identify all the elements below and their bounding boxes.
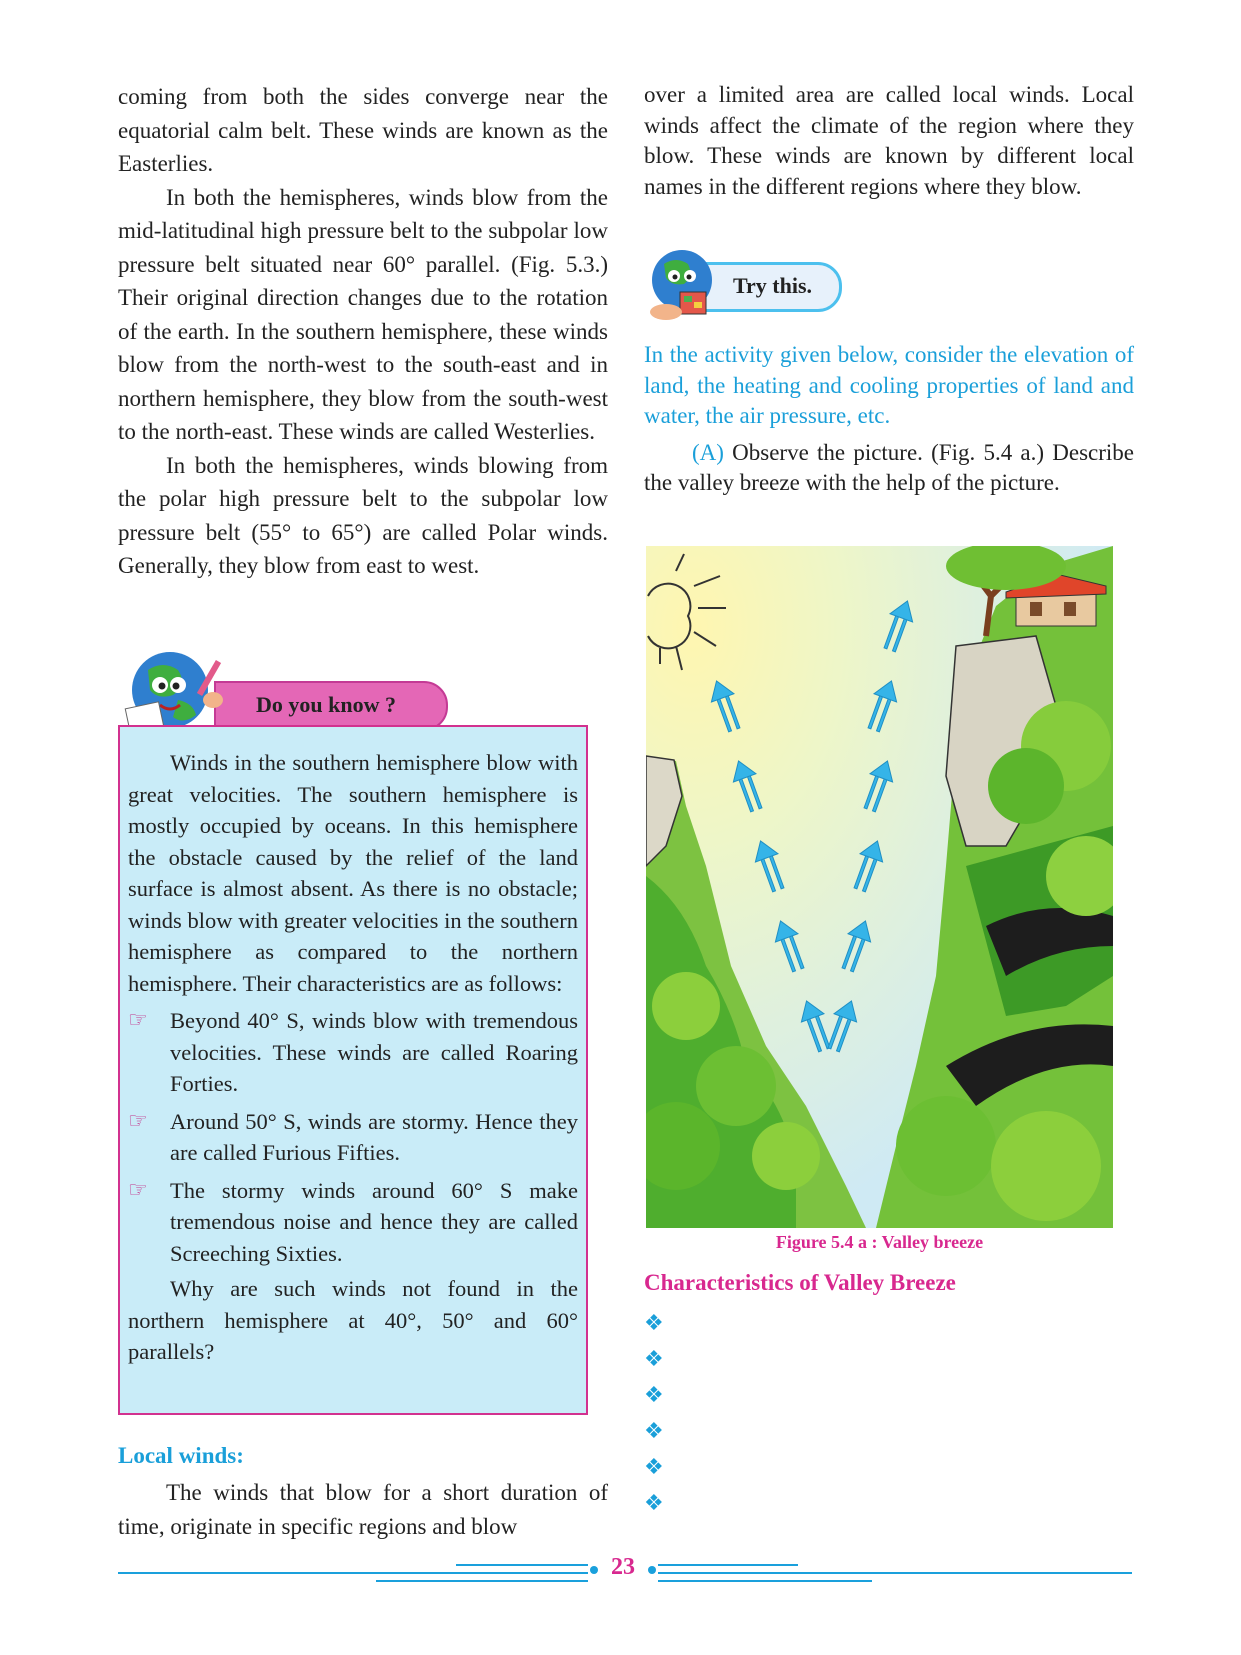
paragraph-local-winds-continued: over a limited area are called local winds. Local winds affect the climate of the region where they blow. These winds are known by different local names in the different regions where they blow.	[644, 82, 1134, 199]
footer-divider	[118, 1572, 588, 1574]
characteristics-section	[644, 1270, 1134, 1522]
diamond-bullet-icon: ❖	[644, 1383, 664, 1408]
paragraph-polar-winds: In both the hemispheres, winds blowing from the polar high pressure belt to the subpolar low pressure belt (55° to 65°) are called Polar winds. Generally, they blow from east to west.	[118, 452, 608, 578]
left-column	[118, 80, 608, 583]
valley-breeze-illustration	[646, 546, 1113, 1228]
page-number: 23	[611, 1554, 635, 1580]
activity-section	[644, 340, 1134, 499]
footer-divider	[658, 1564, 798, 1566]
right-column	[644, 80, 1134, 202]
footer-divider	[658, 1580, 872, 1582]
footer-dot	[590, 1566, 598, 1574]
dyk-question: Why are such winds not found in the northern hemisphere at 40°, 50° and 60° parallels?	[128, 1276, 578, 1364]
footer-dot	[648, 1566, 656, 1574]
pointing-hand-icon: ☞	[128, 1008, 148, 1033]
dyk-bullet: ☞ Beyond 40° S, winds blow with tremendous velocities. These winds are called Roaring Forties.	[128, 1005, 578, 1100]
figure-caption: Figure 5.4 a : Valley breeze	[775, 1232, 984, 1252]
diamond-bullet-icon: ❖	[644, 1419, 664, 1444]
local-winds-section	[118, 1440, 608, 1543]
globe-mascot-icon	[644, 244, 734, 334]
diamond-bullet-icon: ❖	[644, 1347, 664, 1372]
paragraph-easterlies: coming from both the sides converge near the equatorial calm belt. These winds are known as the Easterlies.	[118, 84, 608, 176]
do-you-know-tag: Do you know ?	[214, 681, 448, 731]
dyk-intro: Winds in the southern hemisphere blow with great velocities. The southern hemisphere is mostly occupied by oceans. In this hemisphere the obstacle caused by the relief of the land surface is almost absent. As there is no obstacle; winds blow with greater velocities in the southern hemisphere as compared to the northern hemisphere. Their characteristics are as follows:	[128, 750, 578, 996]
local-winds-text: The winds that blow for a short duration of time, originate in specific regions and blow	[118, 1480, 608, 1539]
dyk-bullet: ☞ Around 50° S, winds are stormy. Hence they are called Furious Fifties.	[128, 1106, 578, 1169]
diamond-bullet-icon: ❖	[644, 1311, 664, 1336]
try-this-instruction: In the activity given below, consider the elevation of land, the heating and cooling properties of land and water, the air pressure, etc.	[644, 342, 1134, 428]
diamond-bullet-icon: ❖	[644, 1491, 664, 1516]
try-this-tag: Try this.	[698, 262, 842, 312]
pointing-hand-icon: ☞	[128, 1108, 148, 1134]
try-this-badge	[644, 244, 864, 334]
footer-divider	[658, 1572, 1132, 1574]
footer-divider	[376, 1580, 588, 1582]
activity-a-text: (A) Observe the picture. (Fig. 5.4 a.) Describe the valley breeze with the help of the picture.	[644, 439, 1134, 495]
characteristics-list	[644, 1306, 1134, 1522]
pointing-hand-icon: ☞	[128, 1177, 148, 1203]
diamond-bullet-icon: ❖	[644, 1455, 664, 1480]
local-winds-heading: Local winds:	[118, 1443, 244, 1468]
paragraph-westerlies: In both the hemispheres, winds blow from the mid-latitudinal high pressure belt to the subpolar low pressure belt situated near 60° parallel. (Fig. 5.3.) Their original direction changes due to the rotation of the earth. In the southern hemisphere, these winds blow from the north-west to the south-east and in northern hemisphere, they blow from the south-west to the north-east. These winds are called Westerlies.	[118, 184, 608, 444]
dyk-bullet: ☞ The stormy winds around 60° S make tremendous noise and hence they are called Screeching Sixties.	[128, 1175, 578, 1270]
do-you-know-box	[118, 725, 588, 1415]
characteristics-heading: Characteristics of Valley Breeze	[644, 1270, 956, 1295]
footer-divider	[456, 1564, 588, 1566]
